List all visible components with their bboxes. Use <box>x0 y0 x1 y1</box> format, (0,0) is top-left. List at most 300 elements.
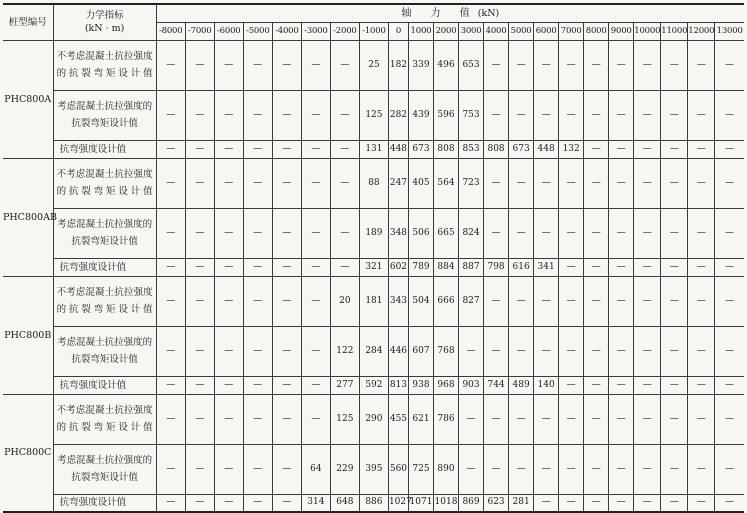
indicator-header-line2: (kN · m) <box>84 23 125 35</box>
value-cell: — <box>243 444 272 494</box>
value-cell: — <box>243 140 272 158</box>
value-cell: — <box>609 394 634 444</box>
value-cell: — <box>272 444 301 494</box>
value-cell: — <box>214 208 243 258</box>
value-cell: 446 <box>388 326 408 376</box>
value-cell: — <box>715 90 744 140</box>
value-cell: — <box>661 258 688 276</box>
value-cell: — <box>509 158 534 208</box>
value-cell: 621 <box>408 394 433 444</box>
value-cell: 673 <box>509 140 534 158</box>
value-cell: — <box>243 376 272 394</box>
value-cell: — <box>301 258 330 276</box>
value-cell: — <box>156 326 185 376</box>
value-cell: — <box>272 40 301 90</box>
pile-type-header: 桩型编号 <box>3 4 53 40</box>
pile-type-cell: PHC800C <box>3 394 53 512</box>
value-cell: — <box>214 326 243 376</box>
indicator-label: 考虑混凝土抗拉强度的抗裂弯矩设计值 <box>53 90 156 140</box>
value-cell: — <box>584 158 609 208</box>
indicator-label: 考虑混凝土抗拉强度的抗裂弯矩设计值 <box>53 444 156 494</box>
value-cell: — <box>634 40 661 90</box>
value-cell: — <box>688 90 715 140</box>
value-cell: — <box>609 276 634 326</box>
value-cell: 314 <box>301 494 330 512</box>
value-cell: 189 <box>359 208 388 258</box>
axial-force-col-header: -4000 <box>272 22 301 40</box>
value-cell: — <box>609 326 634 376</box>
indicator-label: 抗弯强度设计值 <box>53 376 156 394</box>
table-row <box>3 258 744 276</box>
value-cell: — <box>243 90 272 140</box>
value-cell: — <box>534 326 559 376</box>
axial-force-col-header: 8000 <box>584 22 609 40</box>
value-cell: 813 <box>388 376 408 394</box>
value-cell: — <box>330 40 359 90</box>
value-cell: — <box>715 444 744 494</box>
value-cell: 886 <box>359 494 388 512</box>
value-cell: — <box>156 208 185 258</box>
value-cell: 968 <box>433 376 458 394</box>
value-cell: — <box>214 90 243 140</box>
value-cell: 343 <box>388 276 408 326</box>
value-cell: — <box>484 90 509 140</box>
value-cell: — <box>559 494 584 512</box>
value-cell: — <box>715 208 744 258</box>
value-cell: 339 <box>408 40 433 90</box>
value-cell: 448 <box>534 140 559 158</box>
value-cell: — <box>609 40 634 90</box>
value-cell: 786 <box>433 394 458 444</box>
axial-force-col-header: 9000 <box>609 22 634 40</box>
value-cell: — <box>301 40 330 90</box>
indicator-label: 考虑混凝土抗拉强度的抗裂弯矩设计值 <box>53 326 156 376</box>
value-cell: — <box>272 494 301 512</box>
value-cell: — <box>634 376 661 394</box>
value-cell: — <box>301 158 330 208</box>
indicator-header <box>53 4 156 40</box>
value-cell: — <box>584 276 609 326</box>
value-cell: 247 <box>388 158 408 208</box>
value-cell: 725 <box>408 444 433 494</box>
value-cell: — <box>634 158 661 208</box>
value-cell: — <box>272 140 301 158</box>
value-cell: — <box>584 444 609 494</box>
axial-force-col-header: 1000 <box>408 22 433 40</box>
value-cell: — <box>661 208 688 258</box>
table-row <box>3 40 744 90</box>
value-cell: — <box>301 90 330 140</box>
indicator-label: 不考虑混凝土抗拉强度的抗裂弯矩设计值 <box>53 158 156 208</box>
value-cell: — <box>301 394 330 444</box>
value-cell: — <box>661 140 688 158</box>
value-cell: — <box>185 394 214 444</box>
value-cell: 753 <box>459 90 484 140</box>
value-cell: 789 <box>408 258 433 276</box>
value-cell: — <box>185 276 214 326</box>
value-cell: 25 <box>359 40 388 90</box>
value-cell: — <box>509 444 534 494</box>
table-row <box>3 140 744 158</box>
value-cell: — <box>509 90 534 140</box>
value-cell: 405 <box>408 158 433 208</box>
axial-force-title: 轴 力 值 <box>401 7 478 19</box>
axial-force-col-header: 0 <box>388 22 408 40</box>
value-cell: 341 <box>534 258 559 276</box>
value-cell: — <box>156 494 185 512</box>
value-cell: — <box>272 326 301 376</box>
value-cell: 125 <box>330 394 359 444</box>
value-cell: 564 <box>433 158 458 208</box>
value-cell: — <box>214 40 243 90</box>
value-cell: — <box>509 276 534 326</box>
axial-force-col-header: 10000 <box>634 22 661 40</box>
value-cell: 282 <box>388 90 408 140</box>
value-cell: — <box>509 40 534 90</box>
value-cell: — <box>534 276 559 326</box>
value-cell: — <box>330 208 359 258</box>
value-cell: 798 <box>484 258 509 276</box>
value-cell: — <box>509 208 534 258</box>
table-row <box>3 158 744 208</box>
value-cell: 853 <box>459 140 484 158</box>
value-cell: — <box>484 276 509 326</box>
value-cell: — <box>484 444 509 494</box>
document-page <box>3 3 744 513</box>
value-cell: — <box>661 394 688 444</box>
value-cell: — <box>214 444 243 494</box>
value-cell: 1027 <box>388 494 408 512</box>
value-cell: — <box>584 394 609 444</box>
value-cell: — <box>584 208 609 258</box>
value-cell: 623 <box>484 494 509 512</box>
value-cell: 181 <box>359 276 388 326</box>
value-cell: 665 <box>433 208 458 258</box>
value-cell: — <box>688 444 715 494</box>
value-cell: — <box>634 90 661 140</box>
value-cell: — <box>509 394 534 444</box>
indicator-label: 考虑混凝土抗拉强度的抗裂弯矩设计值 <box>53 208 156 258</box>
indicator-label: 抗弯强度设计值 <box>53 140 156 158</box>
value-cell: 125 <box>359 90 388 140</box>
value-cell: — <box>301 376 330 394</box>
value-cell: — <box>609 90 634 140</box>
value-cell: — <box>272 258 301 276</box>
value-cell: 887 <box>459 258 484 276</box>
value-cell: — <box>243 258 272 276</box>
value-cell: — <box>634 394 661 444</box>
value-cell: — <box>634 208 661 258</box>
value-cell: 455 <box>388 394 408 444</box>
value-cell: — <box>214 494 243 512</box>
value-cell: — <box>534 444 559 494</box>
value-cell: — <box>272 276 301 326</box>
value-cell: — <box>301 276 330 326</box>
value-cell: — <box>156 276 185 326</box>
value-cell: 808 <box>484 140 509 158</box>
value-cell: 20 <box>330 276 359 326</box>
value-cell: — <box>243 326 272 376</box>
value-cell: — <box>715 494 744 512</box>
value-cell: — <box>661 376 688 394</box>
value-cell: 277 <box>330 376 359 394</box>
value-cell: — <box>156 376 185 394</box>
value-cell: — <box>715 40 744 90</box>
value-cell: — <box>688 140 715 158</box>
value-cell: — <box>484 40 509 90</box>
value-cell: — <box>156 394 185 444</box>
value-cell: — <box>559 208 584 258</box>
value-cell: — <box>609 158 634 208</box>
value-cell: — <box>243 40 272 90</box>
value-cell: — <box>559 40 584 90</box>
value-cell: — <box>243 494 272 512</box>
value-cell: — <box>459 394 484 444</box>
value-cell: 290 <box>359 394 388 444</box>
value-cell: — <box>584 140 609 158</box>
value-cell: 489 <box>509 376 534 394</box>
value-cell: 1018 <box>433 494 458 512</box>
value-cell: — <box>609 494 634 512</box>
value-cell: — <box>185 444 214 494</box>
value-cell: — <box>330 140 359 158</box>
value-cell: — <box>634 258 661 276</box>
value-cell: — <box>301 140 330 158</box>
value-cell: — <box>301 326 330 376</box>
value-cell: — <box>272 208 301 258</box>
table-row <box>3 276 744 326</box>
value-cell: — <box>330 258 359 276</box>
value-cell: 64 <box>301 444 330 494</box>
value-cell: — <box>156 40 185 90</box>
value-cell: — <box>214 158 243 208</box>
axial-force-col-header: -5000 <box>243 22 272 40</box>
value-cell: — <box>609 444 634 494</box>
indicator-label: 不考虑混凝土抗拉强度的抗裂弯矩设计值 <box>53 394 156 444</box>
pile-type-cell: PHC800B <box>3 276 53 394</box>
value-cell: — <box>715 258 744 276</box>
table-row <box>3 90 744 140</box>
value-cell: 506 <box>408 208 433 258</box>
value-cell: 496 <box>433 40 458 90</box>
value-cell: 439 <box>408 90 433 140</box>
value-cell: — <box>272 158 301 208</box>
value-cell: 824 <box>459 208 484 258</box>
value-cell: 395 <box>359 444 388 494</box>
axial-force-col-header: -3000 <box>301 22 330 40</box>
value-cell: — <box>634 140 661 158</box>
indicator-label: 不考虑混凝土抗拉强度的抗裂弯矩设计值 <box>53 40 156 90</box>
axial-force-col-header: 11000 <box>661 22 688 40</box>
value-cell: 592 <box>359 376 388 394</box>
value-cell: — <box>243 276 272 326</box>
value-cell: — <box>330 90 359 140</box>
value-cell: — <box>534 158 559 208</box>
value-cell: — <box>509 326 534 376</box>
value-cell: — <box>584 376 609 394</box>
value-cell: — <box>156 90 185 140</box>
axial-force-col-header: 2000 <box>433 22 458 40</box>
value-cell: 869 <box>459 494 484 512</box>
value-cell: — <box>634 276 661 326</box>
indicator-label: 抗弯强度设计值 <box>53 494 156 512</box>
value-cell: 229 <box>330 444 359 494</box>
value-cell: 653 <box>459 40 484 90</box>
value-cell: — <box>559 276 584 326</box>
value-cell: — <box>243 158 272 208</box>
value-cell: — <box>156 444 185 494</box>
value-cell: — <box>559 326 584 376</box>
value-cell: — <box>688 326 715 376</box>
value-cell: — <box>214 376 243 394</box>
value-cell: — <box>688 208 715 258</box>
value-cell: — <box>185 376 214 394</box>
value-cell: — <box>634 494 661 512</box>
value-cell: — <box>688 394 715 444</box>
value-cell: — <box>584 258 609 276</box>
value-cell: 348 <box>388 208 408 258</box>
value-cell: — <box>584 90 609 140</box>
value-cell: 602 <box>388 258 408 276</box>
value-cell: — <box>272 90 301 140</box>
indicator-label: 抗弯强度设计值 <box>53 258 156 276</box>
pile-type-cell: PHC800A <box>3 40 53 158</box>
value-cell: 448 <box>388 140 408 158</box>
axial-force-col-header: 7000 <box>559 22 584 40</box>
axial-force-col-header: -1000 <box>359 22 388 40</box>
table-row <box>3 376 744 394</box>
value-cell: — <box>661 158 688 208</box>
value-cell: — <box>185 494 214 512</box>
value-cell: — <box>185 326 214 376</box>
value-cell: — <box>559 376 584 394</box>
value-cell: — <box>688 258 715 276</box>
value-cell: 284 <box>359 326 388 376</box>
value-cell: — <box>584 494 609 512</box>
value-cell: 1071 <box>408 494 433 512</box>
value-cell: — <box>214 276 243 326</box>
value-cell: 88 <box>359 158 388 208</box>
value-cell: 560 <box>388 444 408 494</box>
table-row <box>3 394 744 444</box>
table-row <box>3 326 744 376</box>
value-cell: 182 <box>388 40 408 90</box>
pile-type-cell: PHC800AB <box>3 158 53 276</box>
value-cell: — <box>688 40 715 90</box>
value-cell: 768 <box>433 326 458 376</box>
value-cell: — <box>185 40 214 90</box>
value-cell: — <box>534 90 559 140</box>
axial-force-col-header: -6000 <box>214 22 243 40</box>
value-cell: — <box>185 158 214 208</box>
value-cell: — <box>559 444 584 494</box>
value-cell: — <box>688 494 715 512</box>
value-cell: — <box>534 40 559 90</box>
value-cell: — <box>243 394 272 444</box>
table-row <box>3 208 744 258</box>
indicator-label: 不考虑混凝土抗拉强度的抗裂弯矩设计值 <box>53 276 156 326</box>
value-cell: — <box>330 158 359 208</box>
value-cell: — <box>661 90 688 140</box>
value-cell: 504 <box>408 276 433 326</box>
value-cell: — <box>559 90 584 140</box>
value-cell: — <box>156 258 185 276</box>
value-cell: 938 <box>408 376 433 394</box>
value-cell: 827 <box>459 276 484 326</box>
value-cell: — <box>243 208 272 258</box>
value-cell: 903 <box>459 376 484 394</box>
value-cell: — <box>584 40 609 90</box>
value-cell: — <box>484 208 509 258</box>
value-cell: — <box>534 494 559 512</box>
value-cell: — <box>688 276 715 326</box>
axial-force-col-header: 5000 <box>509 22 534 40</box>
axial-force-col-header: -8000 <box>156 22 185 40</box>
value-cell: — <box>715 140 744 158</box>
value-cell: — <box>584 326 609 376</box>
value-cell: 744 <box>484 376 509 394</box>
value-cell: — <box>661 40 688 90</box>
value-cell: — <box>484 158 509 208</box>
value-cell: — <box>214 394 243 444</box>
value-cell: — <box>459 326 484 376</box>
value-cell: — <box>661 444 688 494</box>
value-cell: — <box>185 258 214 276</box>
value-cell: — <box>559 394 584 444</box>
axial-force-col-header: 4000 <box>484 22 509 40</box>
value-cell: — <box>634 326 661 376</box>
value-cell: 140 <box>534 376 559 394</box>
indicator-header-line1: 力学指标 <box>85 10 124 22</box>
table-row <box>3 494 744 512</box>
value-cell: — <box>185 208 214 258</box>
value-cell: — <box>609 376 634 394</box>
axial-force-col-header: -7000 <box>185 22 214 40</box>
value-cell: 281 <box>509 494 534 512</box>
value-cell: — <box>459 444 484 494</box>
value-cell: — <box>609 208 634 258</box>
moment-table <box>3 3 744 513</box>
axial-force-col-header: -2000 <box>330 22 359 40</box>
value-cell: 132 <box>559 140 584 158</box>
value-cell: — <box>715 376 744 394</box>
value-cell: — <box>559 158 584 208</box>
value-cell: — <box>534 394 559 444</box>
value-cell: — <box>688 158 715 208</box>
value-cell: 607 <box>408 326 433 376</box>
value-cell: — <box>661 326 688 376</box>
value-cell: — <box>715 158 744 208</box>
value-cell: — <box>484 326 509 376</box>
value-cell: — <box>559 258 584 276</box>
value-cell: — <box>609 140 634 158</box>
value-cell: 666 <box>433 276 458 326</box>
value-cell: — <box>688 376 715 394</box>
value-cell: — <box>272 376 301 394</box>
axial-force-unit: (kN) <box>477 7 500 19</box>
value-cell: — <box>156 158 185 208</box>
value-cell: — <box>715 276 744 326</box>
value-cell: 616 <box>509 258 534 276</box>
value-cell: — <box>214 258 243 276</box>
axial-force-col-header: 3000 <box>459 22 484 40</box>
value-cell: — <box>185 90 214 140</box>
value-cell: 321 <box>359 258 388 276</box>
value-cell: — <box>534 208 559 258</box>
value-cell: — <box>156 140 185 158</box>
value-cell: 890 <box>433 444 458 494</box>
value-cell: — <box>214 140 243 158</box>
